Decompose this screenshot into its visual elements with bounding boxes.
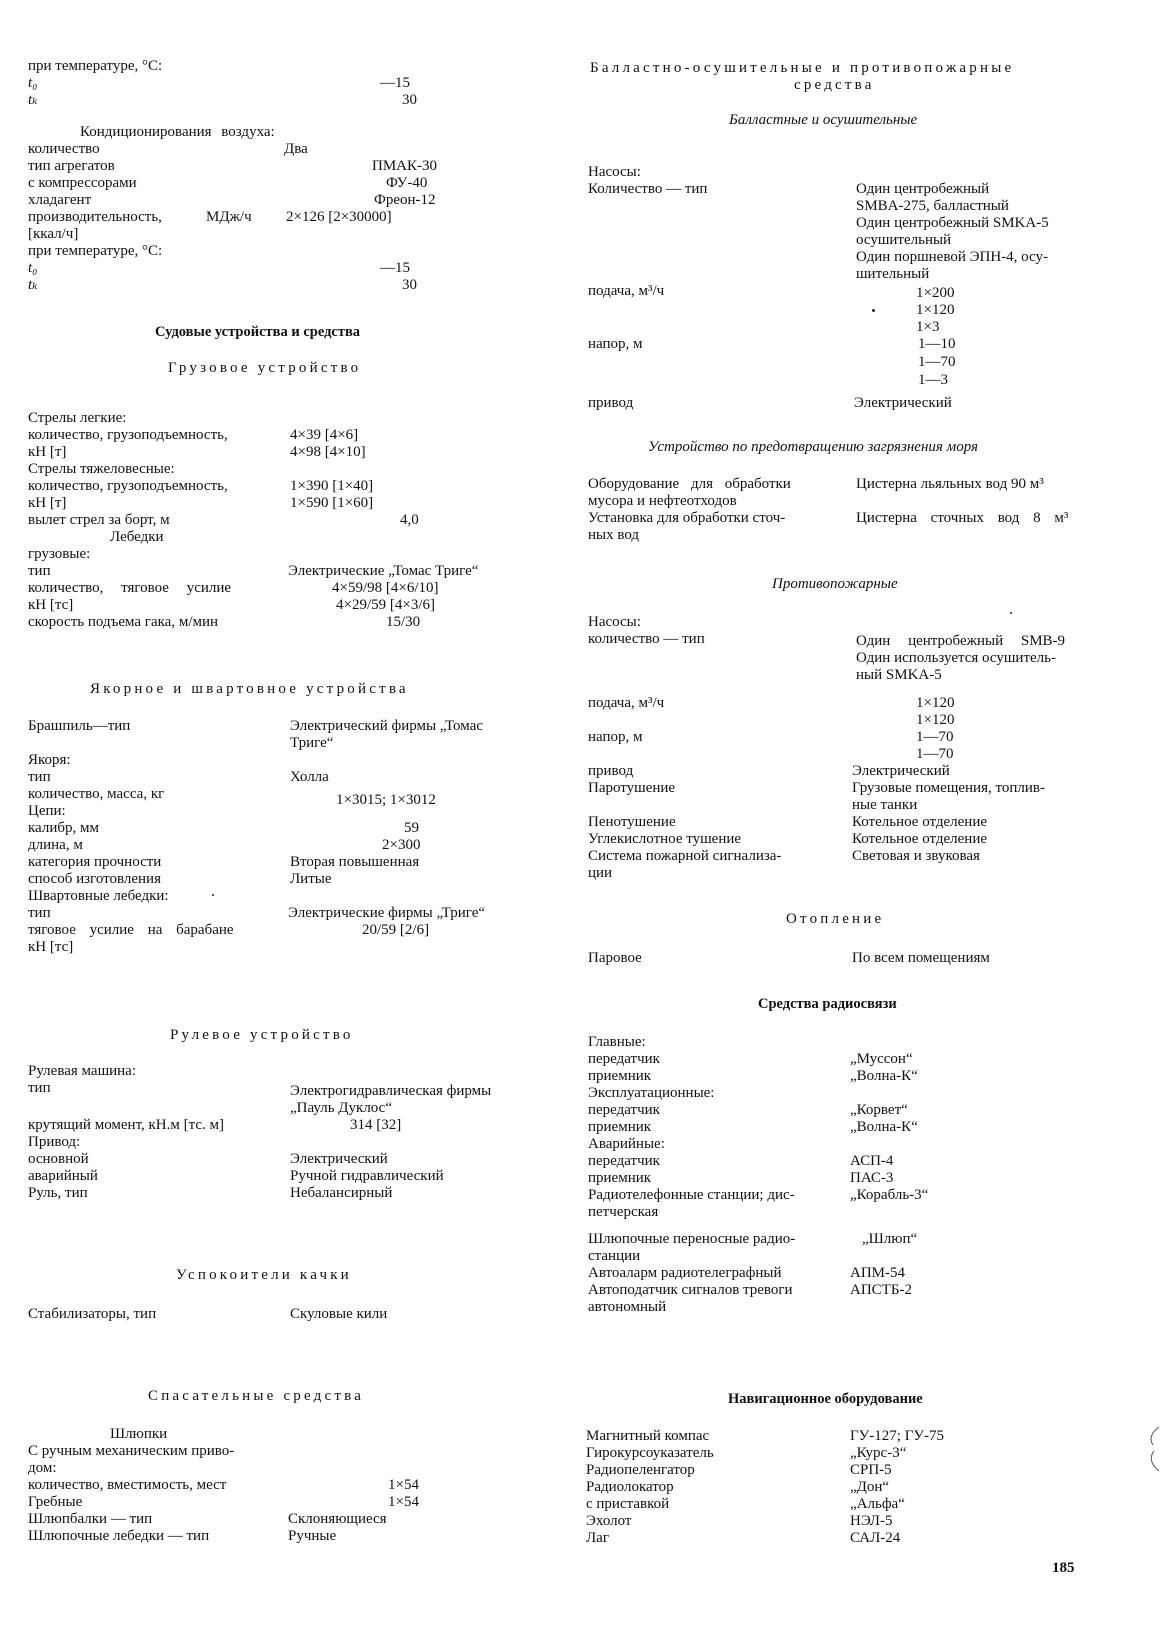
label: Оборудование для обработки — [588, 476, 791, 492]
label: кН [т] — [28, 495, 67, 511]
label: при температуре, °C: — [28, 58, 163, 74]
label: привод — [588, 395, 634, 411]
label: Установка для обработки сточ- — [588, 510, 786, 526]
value: —15 — [380, 75, 410, 91]
value: Два — [284, 141, 308, 157]
label: тип — [28, 563, 51, 579]
label: С ручным механическим приво- — [28, 1443, 235, 1459]
value: Котельное отделение — [852, 814, 988, 830]
label: дом: — [28, 1460, 57, 1476]
label: с компрессорами — [28, 175, 137, 191]
value: Один центробежный — [856, 181, 990, 197]
label: длина, м — [28, 837, 83, 853]
label: Стабилизаторы, тип — [28, 1306, 157, 1322]
value: Склоняющиеся — [288, 1511, 387, 1527]
label: тип — [28, 769, 51, 785]
label: привод — [588, 763, 634, 779]
label: Магнитный компас — [586, 1428, 710, 1444]
section-heading: Средства радиосвязи — [758, 996, 897, 1012]
value: СРП-5 — [850, 1462, 892, 1478]
value: Электрический фирмы „Томас — [290, 718, 483, 734]
label: тип — [28, 1080, 51, 1096]
value: Световая и звуковая — [852, 848, 980, 864]
value: Литые — [290, 871, 332, 887]
value: ГУ-127; ГУ-75 — [850, 1428, 944, 1444]
label: мусора и нефтеотходов — [588, 493, 737, 509]
value: 1×3015; 1×3012 — [336, 792, 436, 808]
value: 20/59 [2/6] — [362, 922, 430, 938]
label: хладагент — [28, 192, 92, 208]
value: 4×59/98 [4×6/10] — [332, 580, 439, 596]
label: тяговое усилие на барабане — [28, 922, 234, 938]
label: основной — [28, 1151, 89, 1167]
label: количество, вместимость, мест — [28, 1477, 227, 1493]
section-heading: Судовые устройства и средства — [155, 324, 361, 340]
label: станции — [588, 1248, 641, 1264]
label: Главные: — [588, 1034, 646, 1050]
section-heading: Навигационное оборудование — [728, 1391, 923, 1407]
value: „Альфа“ — [850, 1496, 905, 1512]
section-heading: средства — [794, 77, 875, 93]
label: ных вод — [588, 527, 640, 543]
value: Электрогидравлическая фирмы — [290, 1083, 492, 1099]
section-heading: Отопление — [786, 911, 885, 927]
value: Цистерна сточных вод 8 м³ — [856, 510, 1069, 526]
label: Стрелы тяжеловесные: — [28, 461, 175, 477]
value: 4×39 [4×6] — [290, 427, 359, 443]
value: 1—70 — [916, 746, 954, 762]
label: количество, грузоподъемность, — [28, 427, 228, 443]
label: калибр, мм — [28, 820, 99, 836]
label: грузовые: — [28, 546, 91, 562]
value: 2×126 [2×30000] — [286, 209, 392, 225]
value: „Курс-3“ — [850, 1445, 907, 1461]
value: „Пауль Дуклос“ — [290, 1100, 392, 1116]
value: ные танки — [852, 797, 918, 813]
label: количество — тип — [588, 631, 705, 647]
label: способ изготовления — [28, 871, 161, 887]
label: Цепи: — [28, 803, 66, 819]
value: 1—70 — [918, 354, 956, 370]
label: кН [т] — [28, 444, 67, 460]
value: 1×54 — [388, 1477, 419, 1493]
value: Фреон-12 — [374, 192, 436, 208]
value: Один центробежный SMB-9 — [856, 633, 1066, 649]
value: шительный — [856, 266, 930, 282]
label: с приставкой — [586, 1496, 670, 1512]
label: тип — [28, 905, 51, 921]
value: осушительный — [856, 232, 952, 248]
value: Электрические фирмы „Триге“ — [288, 905, 486, 921]
value: 1—70 — [916, 729, 954, 745]
label: Насосы: — [588, 164, 641, 180]
subheading: Лебедки — [110, 529, 164, 545]
label: Радиопеленгатор — [586, 1462, 695, 1478]
value: НЭЛ-5 — [850, 1513, 893, 1529]
label: автономный — [588, 1299, 667, 1315]
label: Паровое — [588, 950, 642, 966]
value: „Волна-К“ — [850, 1068, 918, 1084]
subheading: Шлюпки — [110, 1426, 168, 1442]
value: Ручные — [288, 1528, 337, 1544]
label: кН [тс] — [28, 597, 74, 613]
label: подача, м³/ч — [588, 695, 665, 711]
value: 59 — [404, 820, 419, 836]
value: „Шлюп“ — [862, 1231, 918, 1247]
label: Гребные — [28, 1494, 83, 1510]
unit: МДж/ч — [206, 209, 252, 225]
subsection-heading: Противопожарные — [772, 576, 898, 592]
label: Шлюпбалки — тип — [28, 1511, 153, 1527]
section-heading: Балластно-осушительные и противопожарные — [590, 60, 1015, 76]
label: Эхолот — [586, 1513, 632, 1529]
label: Брашпиль—тип — [28, 718, 131, 734]
value: 15/30 — [386, 614, 421, 630]
value: АПМ-54 — [850, 1265, 905, 1281]
label: ции — [588, 865, 613, 881]
value: Вторая повышенная — [290, 854, 420, 870]
label: передатчик — [588, 1051, 660, 1067]
value: 1×54 — [388, 1494, 419, 1510]
value: 4×98 [4×10] — [290, 444, 366, 460]
label: петчерская — [588, 1204, 659, 1220]
value: ФУ-40 — [386, 175, 428, 191]
label: Автоаларм радиотелеграфный — [588, 1265, 782, 1281]
value: 314 [32] — [350, 1117, 402, 1133]
value: Электрический — [854, 395, 952, 411]
value: Один используется осушитель- — [856, 650, 1056, 666]
value: 1×200 — [916, 285, 955, 301]
value: 1×120 — [916, 712, 955, 728]
label: напор, м — [588, 336, 643, 352]
label: Якоря: — [28, 752, 71, 768]
label: Руль, тип — [28, 1185, 88, 1201]
value: „Муссон“ — [850, 1051, 913, 1067]
label: количество, тяговое усилие — [28, 580, 232, 596]
value: Холла — [290, 769, 329, 785]
value: „Волна-К“ — [850, 1119, 918, 1135]
value: SMBA-275, балластный — [856, 198, 1009, 214]
margin-mark — [1145, 1425, 1163, 1473]
section-heading: Рулевое устройство — [170, 1027, 354, 1043]
label: Стрелы легкие: — [28, 410, 127, 426]
value: 1—3 — [918, 372, 948, 388]
label: Швартовные лебедки: — [28, 888, 169, 904]
label: Количество — тип — [588, 181, 708, 197]
value: Триге“ — [290, 735, 334, 751]
value: Котельное отделение — [852, 831, 988, 847]
value: Грузовые помещения, топлив- — [852, 780, 1045, 796]
value: 2×300 — [382, 837, 421, 853]
label: тип агрегатов — [28, 158, 115, 174]
subsection-heading: Балластные и осушительные — [729, 112, 918, 128]
value: Электрические „Томас Триге“ — [288, 563, 479, 579]
value: АПСТБ-2 — [850, 1282, 912, 1298]
section-heading: Якорное и швартовное устройства — [90, 681, 409, 697]
label: Эксплуатационные: — [588, 1085, 715, 1101]
value: 1—10 — [918, 336, 956, 352]
label: производительность, — [28, 209, 162, 225]
label: напор, м — [588, 729, 643, 745]
label: Паротушение — [588, 780, 676, 796]
label: Рулевая машина: — [28, 1063, 136, 1079]
label: количество — [28, 141, 100, 157]
subheading: Кондиционирования воздуха: — [80, 124, 275, 140]
label: Радиотелефонные станции; дис- — [588, 1187, 795, 1203]
label: аварийный — [28, 1168, 98, 1184]
value: Ручной гидравлический — [290, 1168, 444, 1184]
value: ПМАК-30 — [372, 158, 438, 174]
value: 1×3 — [916, 319, 940, 335]
label: крутящий момент, кН.м [тс. м] — [28, 1117, 225, 1133]
scan-speck — [872, 309, 875, 312]
label: передатчик — [588, 1102, 660, 1118]
label: Аварийные: — [588, 1136, 665, 1152]
page-number: 185 — [1052, 1560, 1075, 1576]
label: Углекислотное тушение — [588, 831, 742, 847]
label: Автоподатчик сигналов тревоги — [588, 1282, 793, 1298]
label: tₖ — [28, 277, 38, 293]
label: Радиолокатор — [586, 1479, 674, 1495]
label: Гирокурсоуказатель — [586, 1445, 714, 1461]
label: Шлюпочные лебедки — тип — [28, 1528, 210, 1544]
label: [ккал/ч] — [28, 226, 79, 242]
label: количество, грузоподъемность, — [28, 478, 228, 494]
value: Небалансирный — [290, 1185, 393, 1201]
value: Скуловые кили — [290, 1306, 388, 1322]
value: 1×390 [1×40] — [290, 478, 374, 494]
label: Привод: — [28, 1134, 81, 1150]
label: Лаг — [586, 1530, 609, 1546]
label: Шлюпочные переносные радио- — [588, 1231, 796, 1247]
value: ПАС-3 — [850, 1170, 894, 1186]
value: Электрический — [290, 1151, 388, 1167]
value: —15 — [380, 260, 410, 276]
value: 1×590 [1×60] — [290, 495, 374, 511]
label: Насосы: — [588, 614, 641, 630]
value: „Дон“ — [850, 1479, 890, 1495]
label: Система пожарной сигнализа- — [588, 848, 782, 864]
section-heading: Грузовое устройство — [168, 360, 362, 376]
value: 4×29/59 [4×3/6] — [336, 597, 435, 613]
label: передатчик — [588, 1153, 660, 1169]
label: при температуре, °C: — [28, 243, 163, 259]
value: 30 — [402, 277, 417, 293]
value: Один центробежный SMKA-5 — [856, 215, 1049, 231]
label: t₀ — [28, 260, 38, 276]
value: Электрический — [852, 763, 950, 779]
scan-speck — [1010, 612, 1012, 614]
label: приемник — [588, 1068, 652, 1084]
value: САЛ-24 — [850, 1530, 901, 1546]
section-heading: Успокоители качки — [176, 1267, 352, 1283]
subsection-heading: Устройство по предотвращению загрязнения моря — [648, 439, 978, 455]
label: приемник — [588, 1119, 652, 1135]
value: АСП-4 — [850, 1153, 894, 1169]
value: ный SMKA-5 — [856, 667, 942, 683]
label: вылет стрел за борт, м — [28, 512, 170, 528]
label: t₀ — [28, 75, 38, 91]
label: приемник — [588, 1170, 652, 1186]
label: tₖ — [28, 92, 38, 108]
label: подача, м³/ч — [588, 283, 665, 299]
label: Пенотушение — [588, 814, 676, 830]
value: Один поршневой ЭПН-4, осу- — [856, 249, 1048, 265]
label: скорость подъема гака, м/мин — [28, 614, 219, 630]
section-heading: Спасательные средства — [148, 1388, 365, 1404]
value: 1×120 — [916, 695, 955, 711]
value: 30 — [402, 92, 417, 108]
label: количество, масса, кг — [28, 786, 165, 802]
label: кН [тс] — [28, 939, 74, 955]
scan-speck — [212, 894, 214, 896]
value: По всем помещениям — [852, 950, 990, 966]
value: „Корабль-3“ — [850, 1187, 929, 1203]
label: категория прочности — [28, 854, 162, 870]
value: Цистерна льяльных вод 90 м³ — [856, 476, 1044, 492]
value: 4,0 — [400, 512, 419, 528]
value: 1×120 — [916, 302, 955, 318]
value: „Корвет“ — [850, 1102, 908, 1118]
